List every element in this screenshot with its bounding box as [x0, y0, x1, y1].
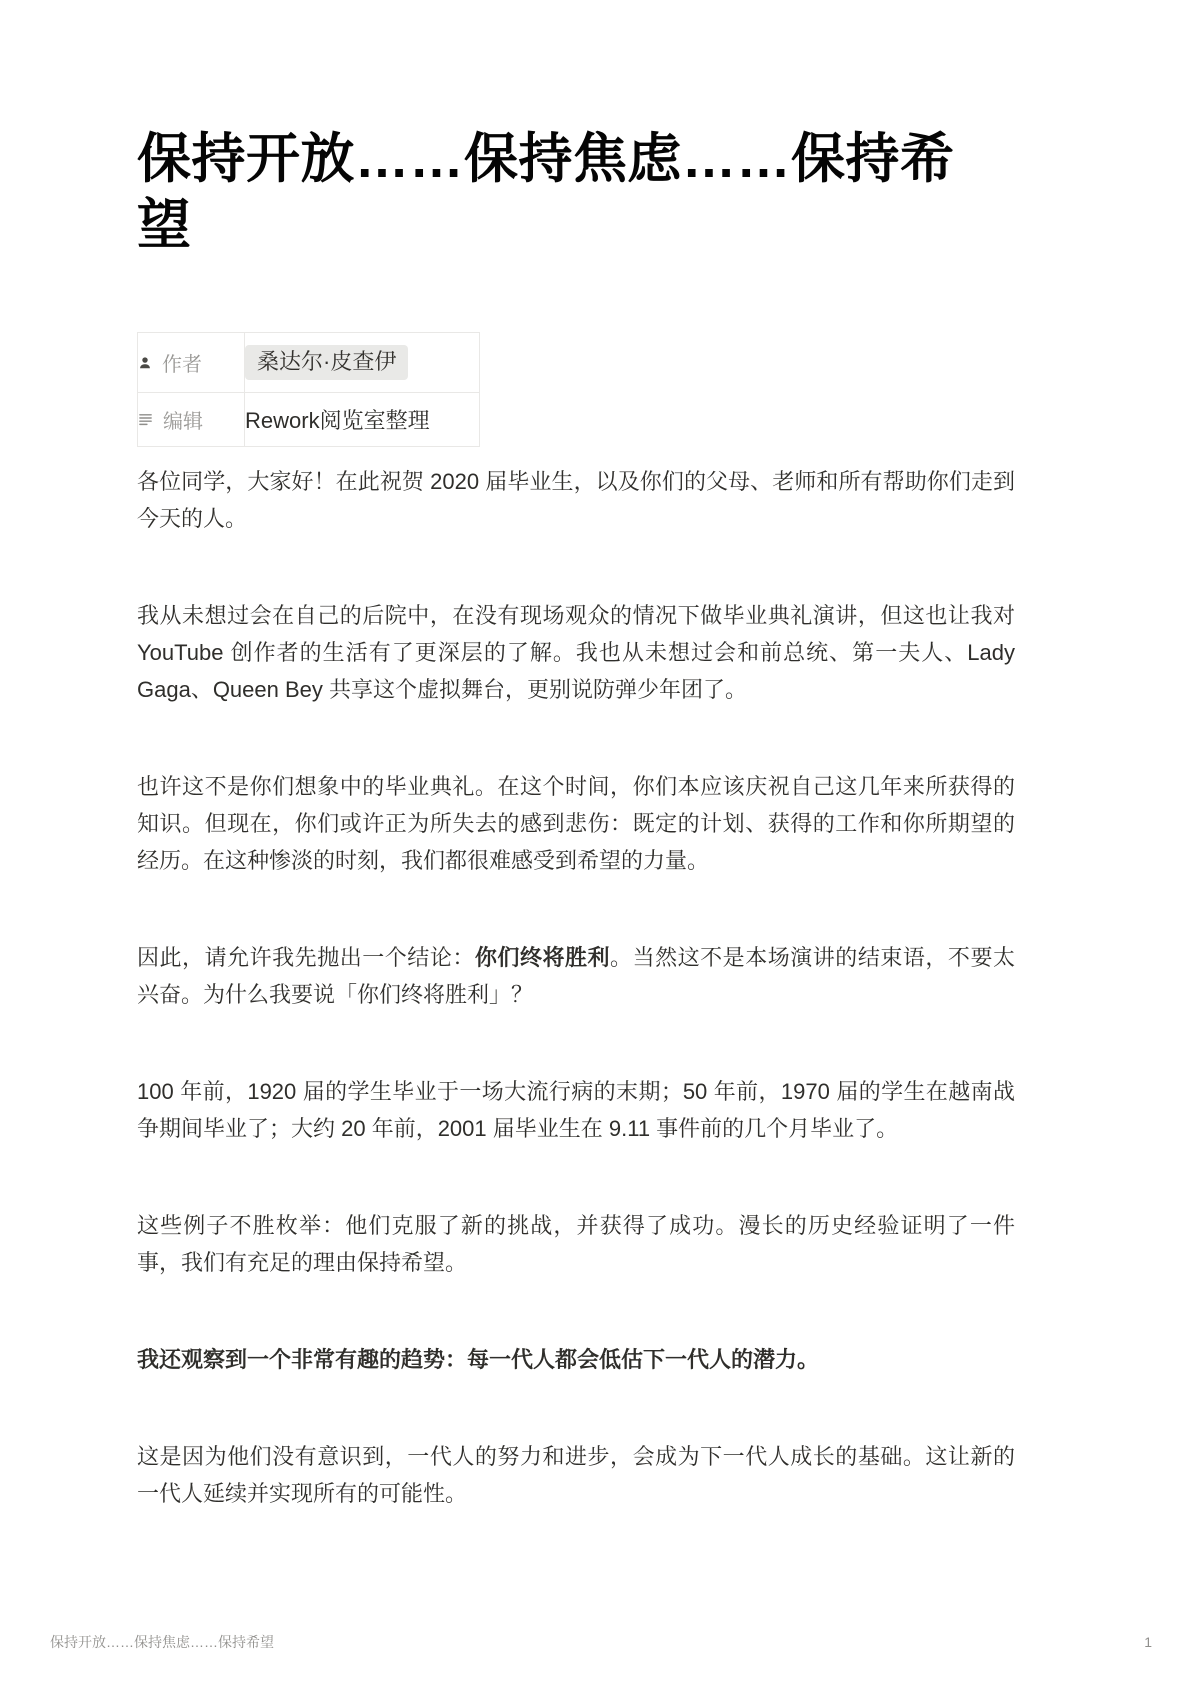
text-segment: 因此，请允许我先抛出一个结论：	[137, 945, 475, 970]
paragraph	[137, 768, 1015, 879]
property-value-cell-editor	[245, 393, 480, 447]
property-label-cell-editor	[138, 393, 245, 447]
paragraph	[137, 1073, 1015, 1147]
property-value-cell-author	[245, 333, 480, 393]
property-label-cell-author	[138, 333, 245, 393]
text-segment: 这是因为他们没有意识到，一代人的努力和进步，会成为下一代人成长的基础。这让新的一代人延续并实现所有的可能性。	[137, 1444, 1015, 1506]
footer-document-title: 保持开放……保持焦虑……保持希望	[50, 1634, 274, 1650]
page-title-line-2: 望	[137, 195, 192, 255]
page-footer	[50, 1632, 1152, 1652]
text-segment: 这些例子不胜枚举：他们克服了新的挑战，并获得了成功。漫长的历史经验证明了一件事，我们有充足的理由保持希望。	[137, 1213, 1015, 1275]
bold-text-segment: 我还观察到一个非常有趣的趋势：每一代人都会低估下一代人的潜力。	[137, 1347, 820, 1372]
text-segment: 100 年前，1920 届的学生毕业于一场大流行病的末期；50 年前，1970 届的学生在越南战争期间毕业了；大约 20 年前，2001 届毕业生在 9.11 事件前的几个月毕业了。	[137, 1079, 1015, 1141]
text-segment: 我从未想过会在自己的后院中，在没有现场观众的情况下做毕业典礼演讲，但这也让我对 YouTube 创作者的生活有了更深层的了解。我也从未想过会和前总统、第一夫人、Lady Gaga、Queen Bey 共享这个虚拟舞台，更别说防弹少年团了。	[137, 603, 1015, 702]
paragraph	[137, 1438, 1015, 1512]
text-segment: 。当然这不是本场演讲的结束语，不要太兴奋。为什么我要说「你们终将胜利」？	[137, 945, 1015, 1007]
property-row-author	[138, 333, 480, 393]
property-row-editor	[138, 393, 480, 447]
document-paragraphs	[137, 463, 1015, 1512]
page-number: 1	[1144, 1634, 1152, 1650]
text-segment: 各位同学，大家好！在此祝贺 2020 届毕业生，以及你们的父母、老师和所有帮助你们走到今天的人。	[137, 469, 1015, 531]
paragraph	[137, 1207, 1015, 1281]
page-title-line-1: 保持开放……保持焦虑……保持希	[137, 129, 955, 189]
text-lines-icon	[138, 412, 153, 427]
editor-value: Rework阅览室整理	[245, 408, 430, 433]
text-segment: 也许这不是你们想象中的毕业典礼。在这个时间，你们本应该庆祝自己这几年来所获得的知识。但现在，你们或许正为所失去的感到悲伤：既定的计划、获得的工作和你所期望的经历。在这种惨淡的时刻，我们都很难感受到希望的力量。	[137, 774, 1015, 873]
author-tag: 桑达尔·皮查伊	[245, 345, 408, 380]
paragraph	[137, 463, 1015, 537]
property-label: 作者	[162, 354, 202, 376]
properties-table	[137, 332, 480, 447]
paragraph	[137, 597, 1015, 708]
paragraph	[137, 1341, 1015, 1378]
page-title	[137, 126, 1015, 258]
property-label: 编辑	[163, 411, 203, 433]
bold-text-segment: 你们终将胜利	[474, 945, 611, 970]
paragraph	[137, 939, 1015, 1013]
person-icon	[138, 356, 152, 370]
